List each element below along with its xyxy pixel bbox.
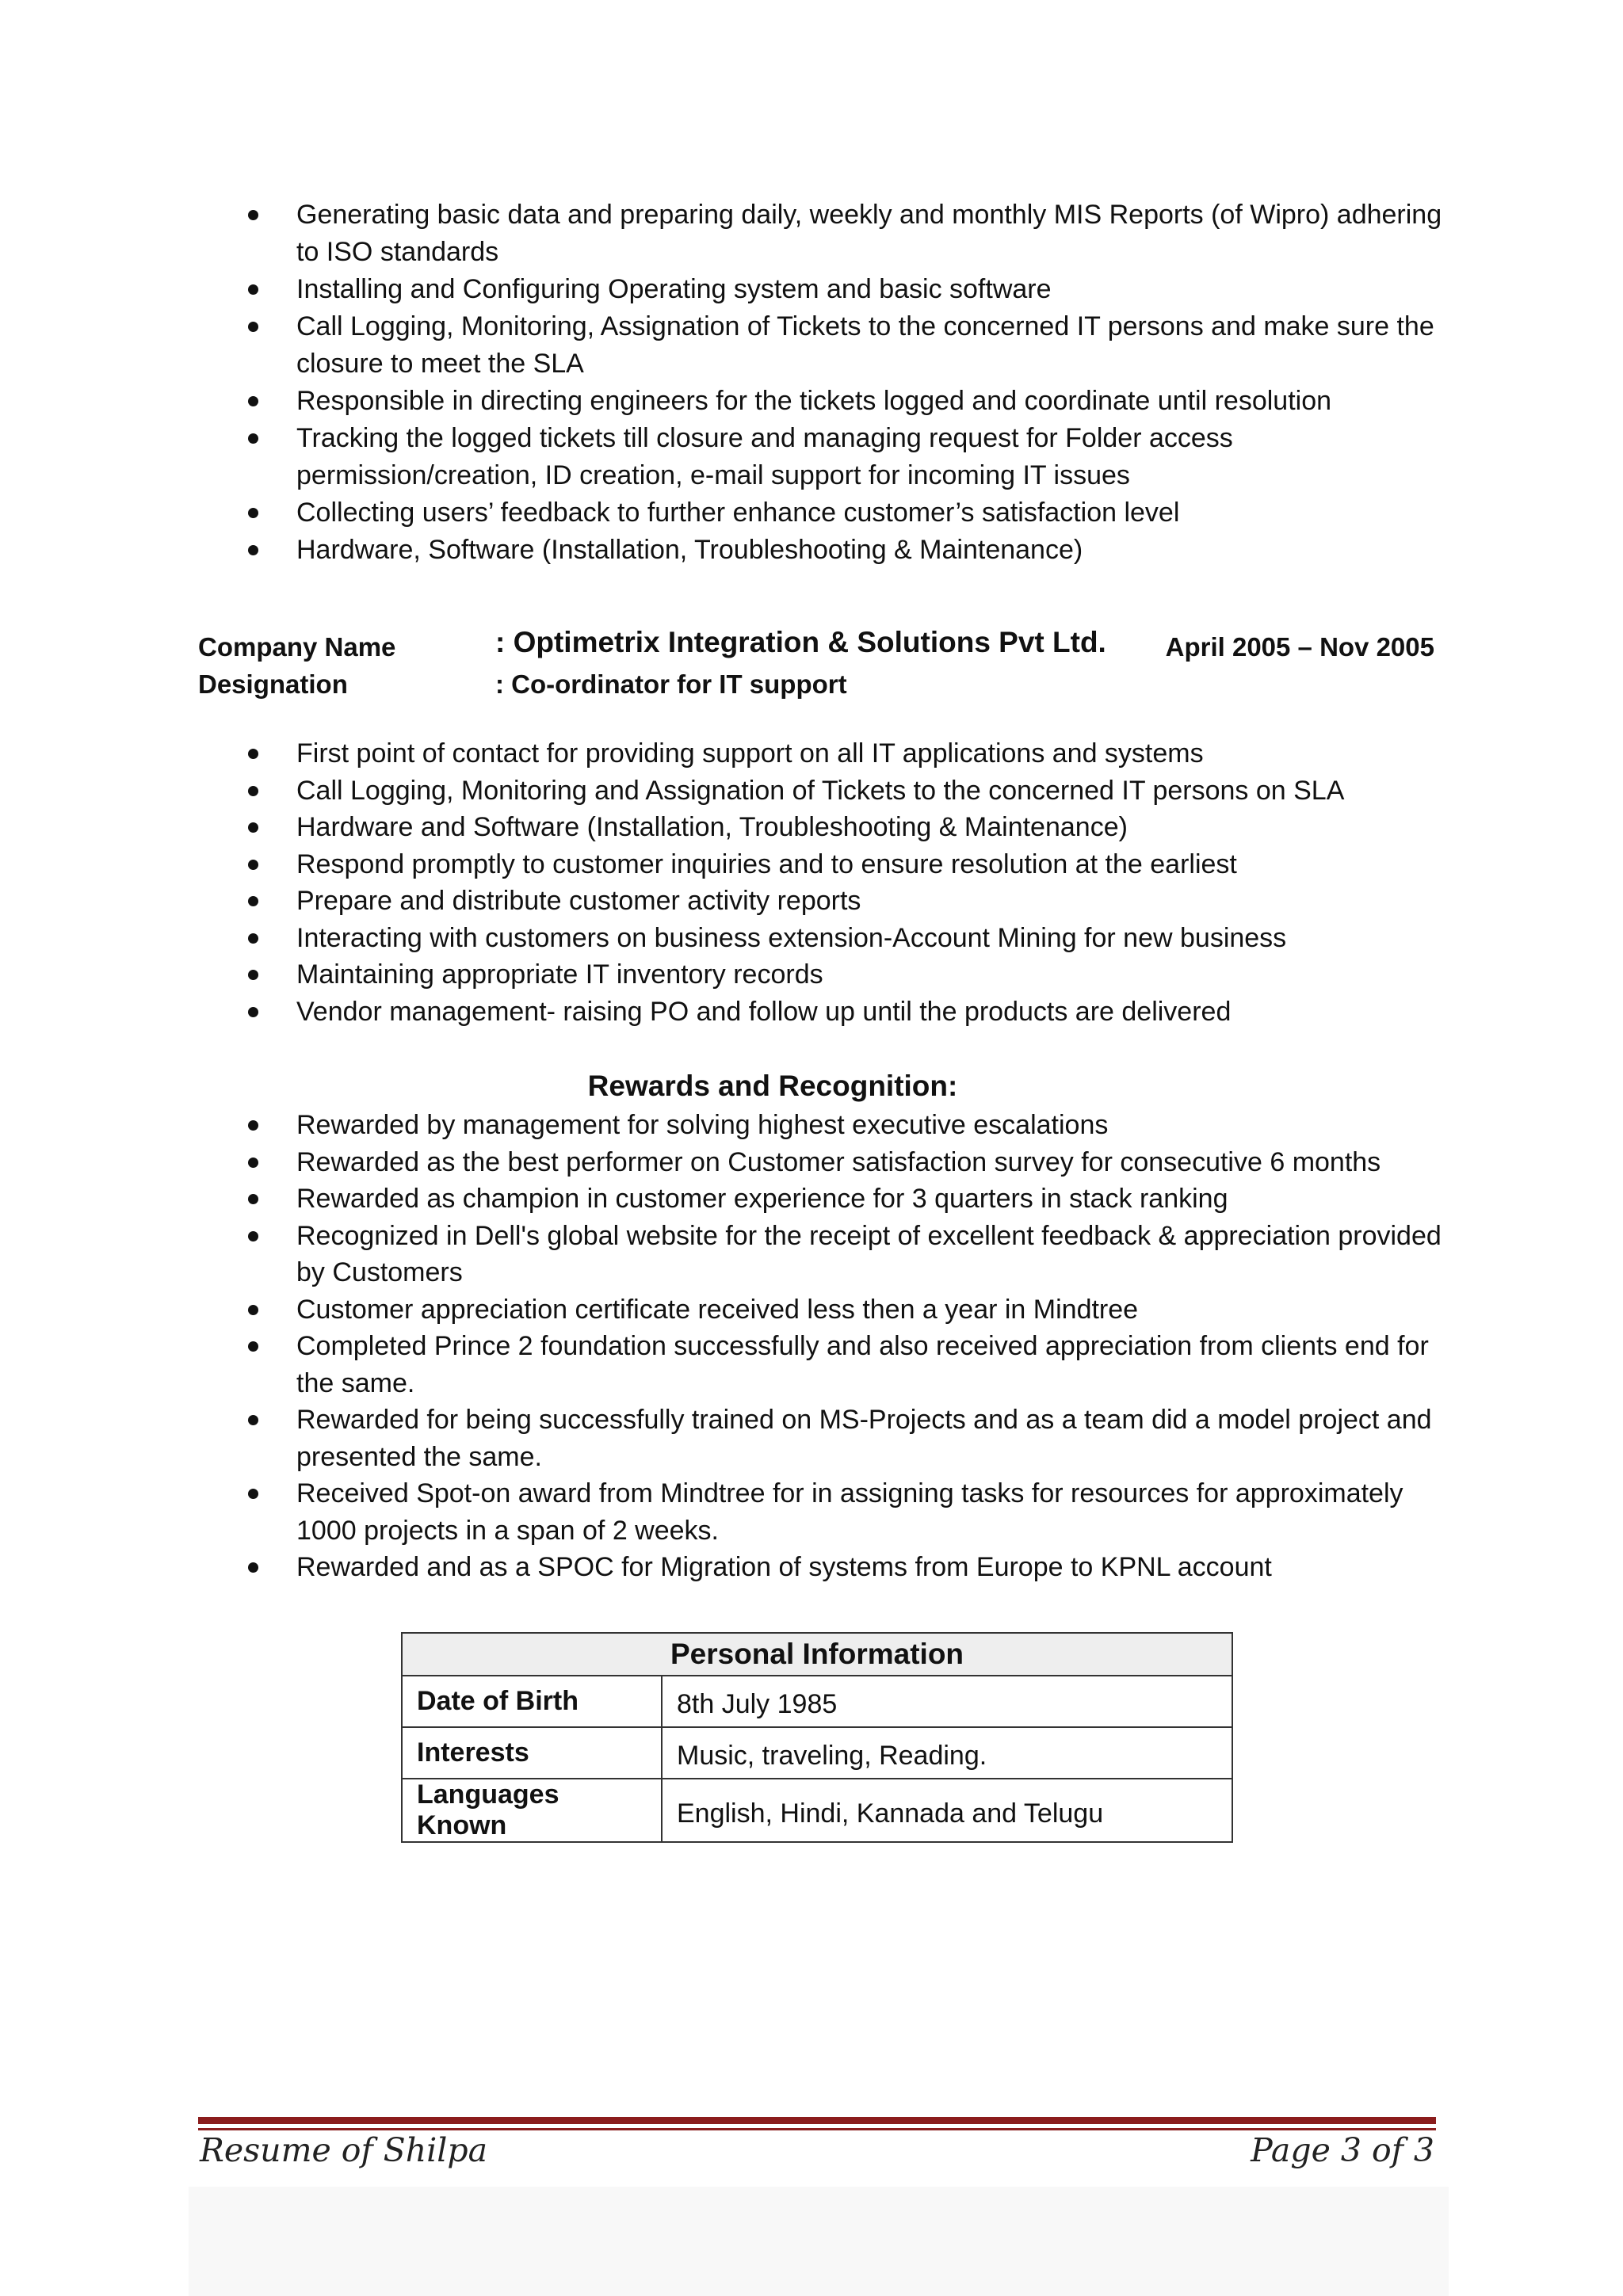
list-item: Collecting users’ feedback to further enhance customer’s satisfaction level xyxy=(246,494,1450,532)
list-item: Received Spot-on award from Mindtree for in assigning tasks for resources for approximately 1000 projects in a span of 2 weeks. xyxy=(246,1475,1450,1549)
field-label: Languages Known xyxy=(402,1779,662,1842)
field-value: Music, traveling, Reading. xyxy=(662,1727,1232,1779)
list-item: First point of contact for providing support on all IT applications and systems xyxy=(246,735,1450,772)
table-row xyxy=(402,1676,1232,1727)
list-item: Customer appreciation certificate received less then a year in Mindtree xyxy=(246,1291,1450,1329)
list-item: Interacting with customers on business extension-Account Mining for new business xyxy=(246,920,1450,957)
list-item: Recognized in Dell's global website for the receipt of excellent feedback & appreciation provided by Customers xyxy=(246,1218,1450,1291)
list-item: Hardware and Software (Installation, Troubleshooting & Maintenance) xyxy=(246,809,1450,846)
table-row xyxy=(402,1727,1232,1779)
field-label: Interests xyxy=(402,1727,662,1779)
list-item: Rewarded as champion in customer experience for 3 quarters in stack ranking xyxy=(246,1180,1450,1218)
list-item: Rewarded as the best performer on Customer satisfaction survey for consecutive 6 months xyxy=(246,1144,1450,1181)
table-row xyxy=(402,1779,1232,1842)
list-item: Call Logging, Monitoring and Assignation of Tickets to the concerned IT persons on SLA xyxy=(246,772,1450,810)
list-item: Call Logging, Monitoring, Assignation of Tickets to the concerned IT persons and make sure the closure to meet the SLA xyxy=(246,308,1450,383)
list-item: Tracking the logged tickets till closure and managing request for Folder access permission/creation, ID creation, e-mail support for incoming IT issues xyxy=(246,420,1450,494)
footer-rule-thick xyxy=(198,2117,1436,2124)
footer-background xyxy=(189,2187,1449,2296)
footer-page-number: Page 3 of 3 xyxy=(1251,2131,1434,2169)
company-label: Company Name xyxy=(198,632,396,662)
employment-dates: April 2005 – Nov 2005 xyxy=(1165,632,1434,662)
previous-job-duties-list xyxy=(246,196,1450,569)
list-item: Hardware, Software (Installation, Troubleshooting & Maintenance) xyxy=(246,532,1450,569)
list-item: Completed Prince 2 foundation successfully and also received appreciation from clients end for the same. xyxy=(246,1328,1450,1402)
personal-information-title: Personal Information xyxy=(402,1633,1232,1676)
list-item: Generating basic data and preparing daily, weekly and monthly MIS Reports (of Wipro) adhering to ISO standards xyxy=(246,196,1450,271)
list-item: Rewarded for being successfully trained on MS-Projects and as a team did a model project and presented the same. xyxy=(246,1402,1450,1475)
designation-row xyxy=(198,662,1434,700)
company-name: : Optimetrix Integration & Solutions Pvt Ltd. xyxy=(495,626,1106,658)
designation-value: : Co-ordinator for IT support xyxy=(495,669,847,699)
rewards-list xyxy=(246,1107,1450,1586)
field-value: English, Hindi, Kannada and Telugu xyxy=(662,1779,1232,1842)
list-item: Responsible in directing engineers for the tickets logged and coordinate until resolution xyxy=(246,383,1450,420)
list-item: Respond promptly to customer inquiries and to ensure resolution at the earliest xyxy=(246,846,1450,883)
list-item: Installing and Configuring Operating system and basic software xyxy=(246,271,1450,308)
list-item: Prepare and distribute customer activity reports xyxy=(246,883,1450,920)
list-item: Rewarded and as a SPOC for Migration of systems from Europe to KPNL account xyxy=(246,1549,1450,1586)
rewards-section-title: Rewards and Recognition: xyxy=(587,1070,958,1102)
list-item: Vendor management- raising PO and follow up until the products are delivered xyxy=(246,994,1450,1031)
list-item: Maintaining appropriate IT inventory records xyxy=(246,956,1450,994)
personal-information-table xyxy=(401,1632,1233,1843)
company-row xyxy=(198,624,1434,662)
job-duties-list xyxy=(246,735,1450,1030)
designation-label: Designation xyxy=(198,669,348,699)
footer-rule-thin xyxy=(198,2128,1436,2130)
list-item: Rewarded by management for solving highest executive escalations xyxy=(246,1107,1450,1144)
field-label: Date of Birth xyxy=(402,1676,662,1727)
table-header-row xyxy=(402,1633,1232,1676)
footer-document-title: Resume of Shilpa xyxy=(200,2131,488,2169)
field-value: 8th July 1985 xyxy=(662,1676,1232,1727)
